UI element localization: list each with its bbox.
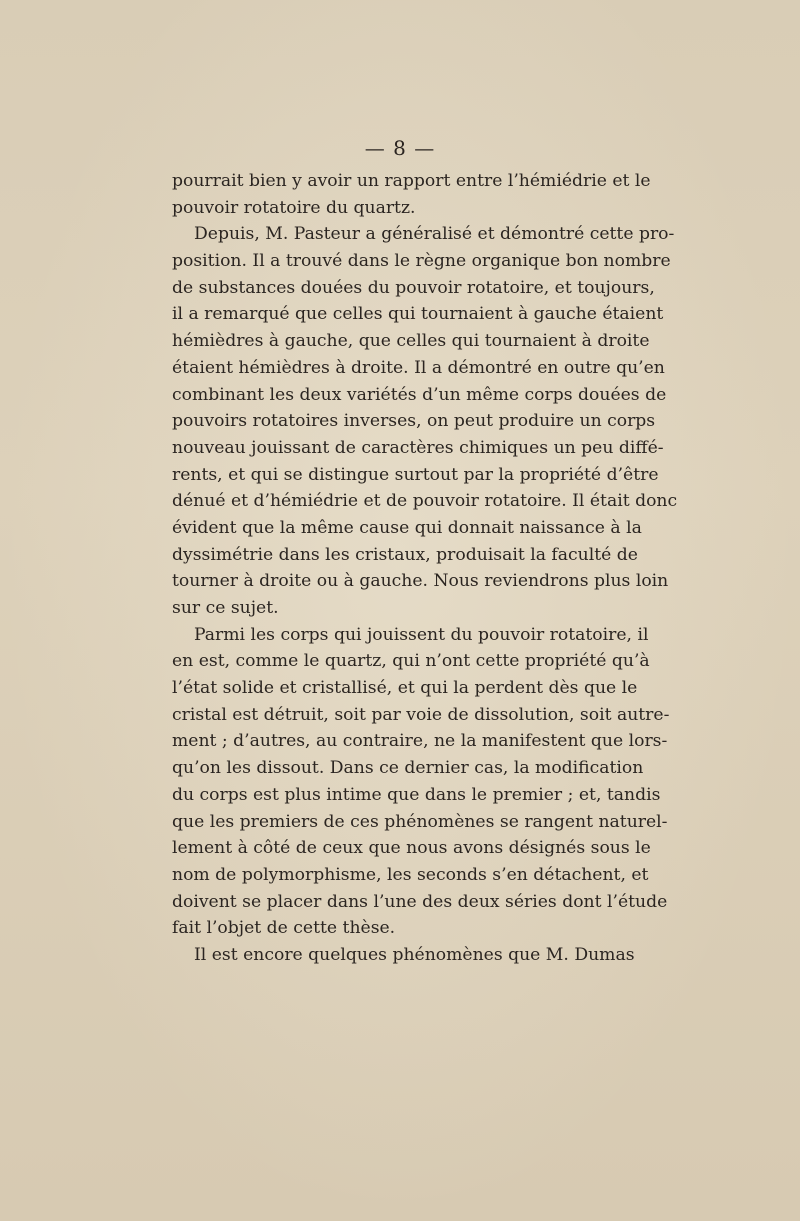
page-number: — 8 — bbox=[364, 136, 436, 160]
text-line: combinant les deux variétés d’un même corps douées de bbox=[172, 384, 667, 405]
body-text bbox=[172, 168, 678, 969]
text-line: cristal est détruit, soit par voie de dissolution, soit autre- bbox=[172, 704, 670, 725]
text-line: Parmi les corps qui jouissent du pouvoir rotatoire, il bbox=[194, 624, 649, 645]
text-line: doivent se placer dans l’une des deux séries dont l’étude bbox=[172, 891, 668, 912]
text-line: Depuis, M. Pasteur a généralisé et démontré cette pro- bbox=[194, 224, 675, 245]
text-line: en est, comme le quartz, qui n’ont cette propriété qu’à bbox=[172, 651, 650, 672]
text-line: l’état solide et cristallisé, et qui la perdent dès que le bbox=[172, 678, 638, 699]
text-line: tourner à droite ou à gauche. Nous reviendrons plus loin bbox=[172, 571, 669, 592]
text-line: nom de polymorphisme, les seconds s’en détachent, et bbox=[172, 864, 649, 885]
text-line: qu’on les dissout. Dans ce dernier cas, la modification bbox=[172, 758, 644, 779]
text-line: ment ; d’autres, au contraire, ne la manifestent que lors- bbox=[172, 731, 668, 752]
text-line: il a remarqué que celles qui tournaient à gauche étaient bbox=[172, 304, 664, 325]
text-line: étaient hémièdres à droite. Il a démontré en outre qu’en bbox=[172, 357, 665, 378]
text-line: évident que la même cause qui donnait naissance à la bbox=[172, 517, 642, 538]
text-line: pouvoir rotatoire du quartz. bbox=[172, 197, 416, 218]
text-line: pourrait bien y avoir un rapport entre l’hémiédrie et le bbox=[172, 171, 651, 191]
text-line: fait l’objet de cette thèse. bbox=[172, 918, 396, 939]
text-line: du corps est plus intime que dans le premier ; et, tandis bbox=[172, 784, 661, 805]
text-line: rents, et qui se distingue surtout par la propriété d’être bbox=[172, 464, 659, 485]
text-line: que les premiers de ces phénomènes se rangent naturel- bbox=[172, 811, 668, 832]
text-line: sur ce sujet. bbox=[172, 598, 279, 618]
text-line: hémièdres à gauche, que celles qui tournaient à droite bbox=[172, 331, 650, 352]
text-line: de substances douées du pouvoir rotatoire, et toujours, bbox=[172, 277, 655, 298]
text-line: pouvoirs rotatoires inverses, on peut produire un corps bbox=[172, 411, 656, 432]
text-line: dénué et d’hémiédrie et de pouvoir rotatoire. Il était donc bbox=[172, 491, 678, 512]
text-line: dyssimétrie dans les cristaux, produisait la faculté de bbox=[172, 544, 638, 565]
text-line: nouveau jouissant de caractères chimiques un peu diffé- bbox=[172, 437, 664, 458]
text-line: lement à côté de ceux que nous avons désignés sous le bbox=[172, 838, 651, 859]
text-line: position. Il a trouvé dans le règne organique bon nombre bbox=[172, 251, 671, 272]
text-line: Il est encore quelques phénomènes que M. Dumas bbox=[194, 944, 635, 965]
